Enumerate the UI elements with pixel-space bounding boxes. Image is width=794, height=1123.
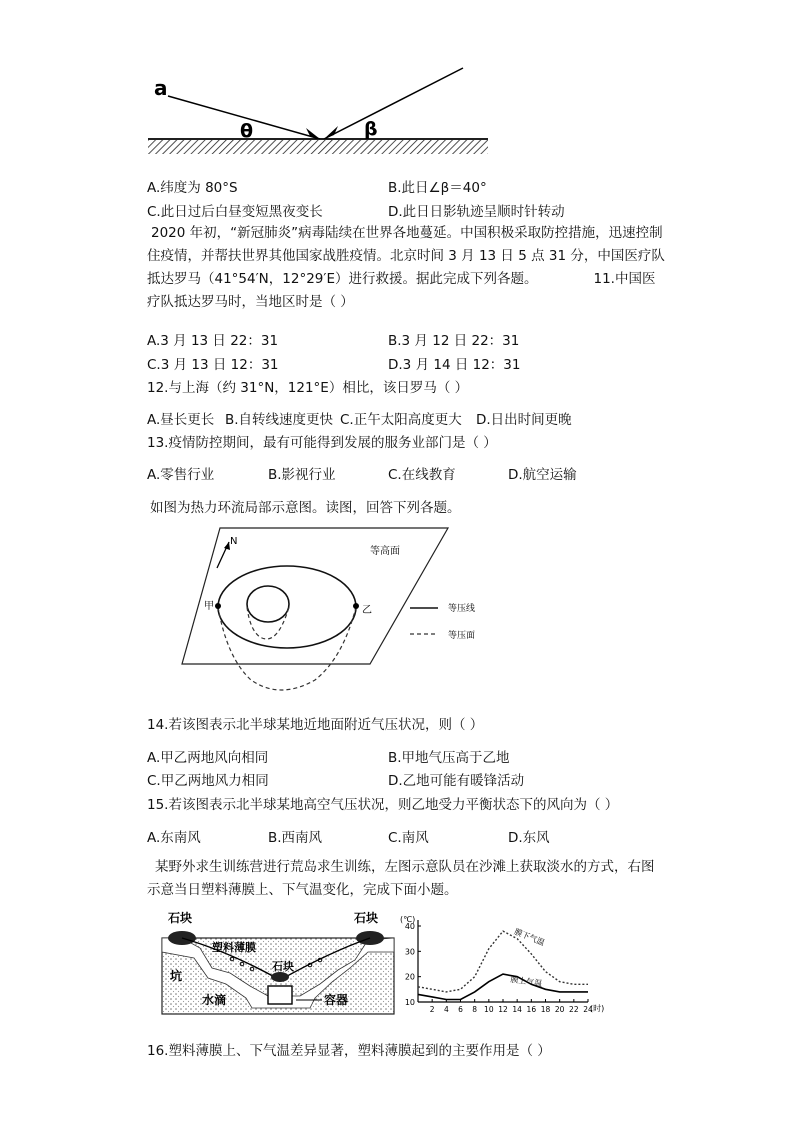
x-tick-label: 20 bbox=[554, 1005, 565, 1014]
solar-still-figure bbox=[160, 908, 400, 1018]
container-label: 容器 bbox=[324, 993, 349, 1007]
q12-option-d: D.日出时间更晚 bbox=[476, 412, 572, 428]
outer-isobar bbox=[218, 566, 356, 648]
q13-option-a: A.零售行业 bbox=[147, 467, 215, 483]
legend-isosurface: 等压面 bbox=[448, 631, 476, 641]
pit-label: 坑 bbox=[170, 969, 183, 983]
y-tick-label: 30 bbox=[404, 947, 415, 957]
point-yi bbox=[353, 603, 359, 609]
q11-option-a: A.3 月 13 日 22：31 bbox=[147, 333, 279, 349]
thermal-circulation-figure bbox=[180, 520, 476, 695]
q12-option-c: C.正午太阳高度更大 bbox=[340, 412, 462, 428]
q10-option-d: D.此日日影轨迹呈顺时针转动 bbox=[388, 204, 565, 220]
series-line-above-film bbox=[418, 974, 588, 999]
plane-label: 等高面 bbox=[370, 546, 400, 557]
series-label-above-film: 膜上气温 bbox=[509, 974, 543, 989]
inner-isosurface bbox=[247, 607, 289, 639]
jia-label: 甲 bbox=[204, 601, 214, 612]
x-tick-label: 12 bbox=[498, 1005, 508, 1014]
q11-option-b: B.3 月 12 日 22：31 bbox=[388, 333, 520, 349]
sun-angle-figure bbox=[148, 62, 493, 162]
label-a: a bbox=[154, 76, 168, 100]
x-tick-label: 14 bbox=[512, 1005, 522, 1014]
q12-option-b: B.自转线速度更快 bbox=[225, 412, 334, 428]
q12-option-a: A.昼长更长 bbox=[147, 412, 215, 428]
q14-stem: 14.若该图表示北半球某地近地面附近气压状况，则（ ） bbox=[147, 717, 484, 733]
y-tick-label: 10 bbox=[404, 998, 415, 1007]
q14-option-c: C.甲乙两地风力相同 bbox=[147, 773, 269, 789]
stone-mid-label: 石块 bbox=[272, 960, 294, 973]
x-tick-label: 22 bbox=[569, 1005, 579, 1014]
x-tick-label: 8 bbox=[472, 1005, 478, 1014]
q15-option-a: A.东南风 bbox=[147, 830, 201, 846]
passage-covid-text: 2020 年初，“新冠肺炎”病毒陆续在世界各地蔓延。中国积极采取防控措施，迅速控制住疫情，并帮扶世界其他国家战胜疫情。北京时间 3 月 13 日 5 点 31 分，中国医疗队抵达罗马（41°54′N，12°29′E）进行救援。据此完成下列各题。 bbox=[147, 225, 665, 287]
x-tick-label: 18 bbox=[540, 1005, 551, 1014]
x-axis-label: (时) bbox=[590, 1004, 605, 1013]
x-tick-label: 10 bbox=[484, 1005, 494, 1014]
x-tick-label: 6 bbox=[458, 1005, 463, 1014]
y-tick-label: 40 bbox=[404, 922, 415, 931]
q13-option-b: B.影视行业 bbox=[268, 467, 336, 483]
q14-option-a: A.甲乙两地风向相同 bbox=[147, 750, 269, 766]
isoheight-plane bbox=[182, 528, 448, 664]
ground-hatch bbox=[148, 140, 488, 154]
thermal-circulation-intro: 如图为热力环流局部示意图。读图，回答下列各题。 bbox=[150, 500, 461, 516]
q10-option-c: C.此日过后白昼变短黑夜变长 bbox=[147, 204, 323, 220]
x-tick-label: 2 bbox=[429, 1005, 435, 1014]
q10-option-b: B.此日∠β＝40° bbox=[388, 180, 487, 196]
q15-stem: 15.若该图表示北半球某地高空气压状况，则乙地受力平衡状态下的风向为（ ） bbox=[147, 797, 619, 813]
q13-option-c: C.在线教育 bbox=[388, 467, 456, 483]
x-tick-label: 24 bbox=[583, 1005, 593, 1014]
y-tick-label: 20 bbox=[404, 972, 415, 982]
container bbox=[268, 986, 292, 1004]
q14-option-b: B.甲地气压高于乙地 bbox=[388, 750, 510, 766]
label-beta: β bbox=[364, 118, 378, 140]
q13-option-d: D.航空运输 bbox=[508, 467, 577, 483]
q15-option-d: D.东风 bbox=[508, 830, 550, 846]
q11-option-c: C.3 月 13 日 12：31 bbox=[147, 357, 279, 373]
q11-stem: 11.中国医疗队抵达罗马时，当地区时是（ ） bbox=[147, 271, 656, 310]
stone-right-label: 石块 bbox=[354, 911, 379, 925]
x-tick-label: 4 bbox=[443, 1005, 449, 1014]
stone-left-label: 石块 bbox=[168, 911, 193, 925]
q15-option-c: C.南风 bbox=[388, 830, 429, 846]
label-theta: θ bbox=[240, 120, 254, 142]
q13-stem: 13.疫情防控期间，最有可能得到发展的服务业部门是（ ） bbox=[147, 435, 497, 451]
q11-option-d: D.3 月 14 日 12：31 bbox=[388, 357, 521, 373]
water-label: 水滴 bbox=[202, 993, 227, 1007]
film-label: 塑料薄膜 bbox=[212, 941, 256, 954]
y-axis-label: (℃) bbox=[400, 915, 416, 924]
q14-option-d: D.乙地可能有暖锋活动 bbox=[388, 773, 525, 789]
yi-label: 乙 bbox=[362, 605, 372, 616]
legend-isobar: 等压线 bbox=[448, 604, 476, 614]
ray-b bbox=[324, 68, 463, 139]
passage-survival: 某野外求生训练营进行荒岛求生训练，左图示意队员在沙滩上获取淡水的方式，右图示意当日塑料薄膜上、下气温变化，完成下面小题。 bbox=[147, 859, 655, 898]
series-line-below-film bbox=[418, 931, 588, 992]
q16-stem: 16.塑料薄膜上、下气温差异显著，塑料薄膜起到的主要作用是（ ） bbox=[147, 1043, 551, 1059]
q12-stem: 12.与上海（约 31°N，121°E）相比，该日罗马（ ） bbox=[147, 380, 469, 396]
inner-isobar bbox=[247, 586, 289, 622]
north-label: N bbox=[230, 536, 238, 547]
passage-covid bbox=[147, 222, 667, 314]
q10-option-a: A.纬度为 80°S bbox=[147, 180, 238, 196]
stone-mid bbox=[271, 972, 289, 982]
point-jia bbox=[215, 603, 221, 609]
series-label-below-film: 膜下气温 bbox=[512, 927, 546, 948]
q15-option-b: B.西南风 bbox=[268, 830, 323, 846]
x-tick-label: 16 bbox=[526, 1005, 537, 1014]
temperature-chart bbox=[398, 912, 613, 1017]
